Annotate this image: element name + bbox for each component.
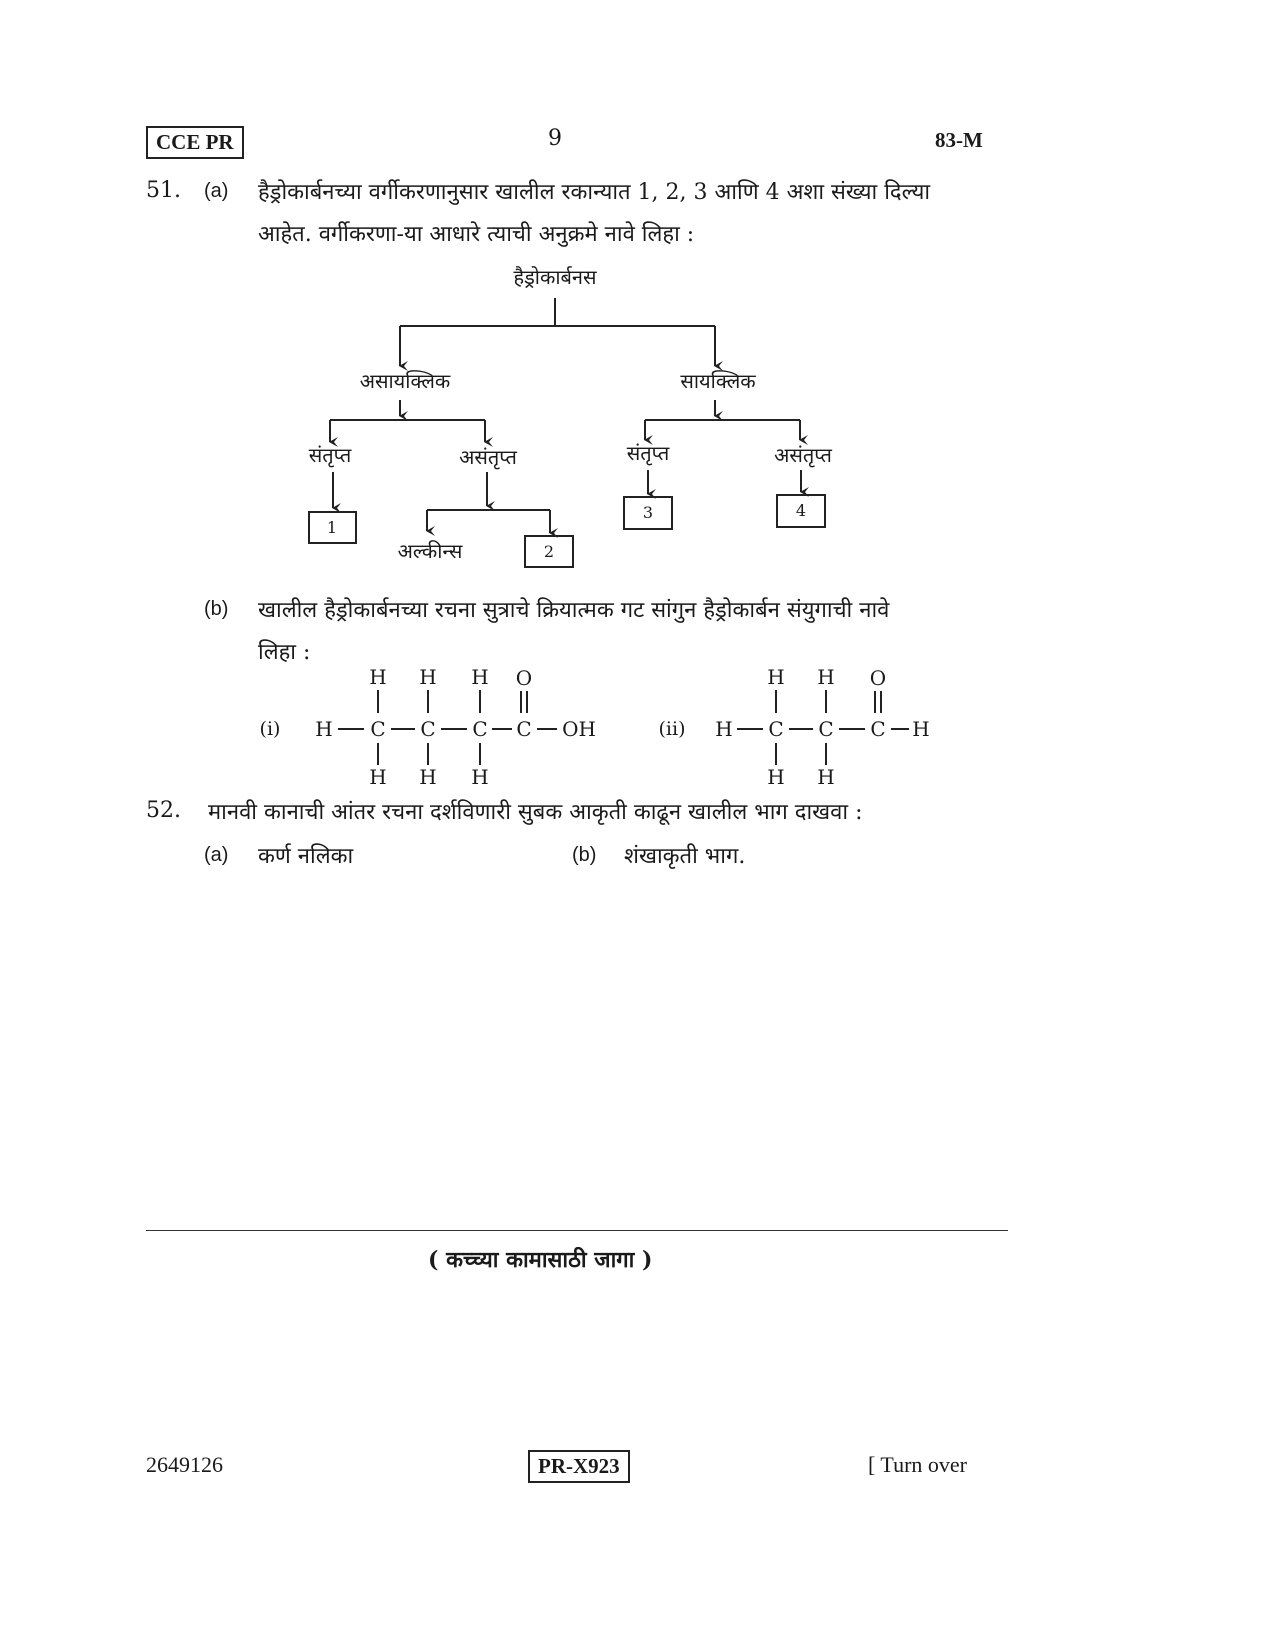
atom: C xyxy=(870,717,886,741)
q52-number: 52. xyxy=(146,798,181,823)
q51-a-line2: आहेत. वर्गीकरणा-या आधारे त्याची अनुक्रमे नावे लिहा : xyxy=(258,222,695,247)
atom: C xyxy=(768,717,784,741)
tree-box-3: 3 xyxy=(642,503,654,522)
formula-i xyxy=(260,665,596,789)
q52-a-label: (a) xyxy=(204,844,229,866)
q51-b-label: (b) xyxy=(204,598,229,620)
tree-acyclic-label: असायक्लिक xyxy=(359,369,451,393)
atom: H xyxy=(315,717,333,741)
atom: O xyxy=(869,666,887,690)
atom: H xyxy=(471,665,489,689)
atom: H xyxy=(369,665,387,689)
atom: H xyxy=(419,765,437,789)
atom: C xyxy=(818,717,834,741)
atom: H xyxy=(817,665,835,689)
atom: OH xyxy=(562,717,596,741)
formula-ii xyxy=(659,665,930,789)
atom: H xyxy=(767,765,785,789)
tree-box-4: 4 xyxy=(795,501,807,520)
atom: C xyxy=(370,717,386,741)
q51-a-line1: हैड्रोकार्बनच्या वर्गीकरणानुसार खालील रकान्यात 1, 2, 3 आणि 4 अशा संख्या दिल्या xyxy=(258,180,931,205)
tree-acyclic-unsaturated-label: असंतृप्त xyxy=(459,445,517,469)
page-number: 9 xyxy=(548,126,562,151)
q51-b-line1: खालील हैड्रोकार्बनच्या रचना सुत्राचे क्रियात्मक गट सांगुन हैड्रोकार्बन संयुगाची नावे xyxy=(258,598,890,623)
paper-code-right: 83-M xyxy=(935,128,983,152)
footer-serial-number: 2649126 xyxy=(146,1452,223,1477)
tree-cyclic-unsaturated-label: असंतृप्त xyxy=(774,443,832,467)
structural-formulae xyxy=(0,660,1275,790)
tree-alkenes-label: अल्कीन्स xyxy=(397,539,463,563)
q51-b-line2: लिहा : xyxy=(258,640,311,665)
q52-text: मानवी कानाची आंतर रचना दर्शविणारी सुबक आकृती काढून खालील भाग दाखवा : xyxy=(208,800,863,825)
tree-acyclic-saturated-label: संतृप्त xyxy=(308,443,352,467)
atom: H xyxy=(817,765,835,789)
q52-b-label: (b) xyxy=(572,844,597,866)
hydrocarbon-classification-tree xyxy=(0,0,1275,580)
atom: H xyxy=(912,717,930,741)
atom: O xyxy=(515,666,533,690)
q51-number: 51. xyxy=(146,178,181,203)
atom: H xyxy=(471,765,489,789)
rough-work-divider xyxy=(146,1230,1008,1231)
q52-a-text: कर्ण नलिका xyxy=(258,844,354,869)
formula-ii-label: (ii) xyxy=(658,718,686,740)
formula-i-label: (i) xyxy=(259,718,281,740)
atom: H xyxy=(419,665,437,689)
tree-cyclic-label: सायक्लिक xyxy=(680,369,756,393)
paper-code-left: CCE PR xyxy=(146,126,244,159)
footer-paper-code: PR-X923 xyxy=(528,1450,630,1483)
tree-box-1: 1 xyxy=(326,518,338,537)
atom: C xyxy=(516,717,532,741)
rough-work-label: ( कच्च्या कामासाठी जागा ) xyxy=(428,1247,653,1273)
turn-over-label: [ Turn over xyxy=(868,1452,968,1477)
atom: C xyxy=(472,717,488,741)
tree-box-2: 2 xyxy=(543,542,555,561)
tree-cyclic-saturated-label: संतृप्त xyxy=(626,441,670,465)
tree-root-label: हैड्रोकार्बनस xyxy=(513,265,597,289)
atom: H xyxy=(369,765,387,789)
atom: H xyxy=(767,665,785,689)
q51-a-label: (a) xyxy=(204,180,229,202)
q52-b-text: शंखाकृती भाग. xyxy=(624,844,746,869)
atom: H xyxy=(715,717,733,741)
atom: C xyxy=(420,717,436,741)
